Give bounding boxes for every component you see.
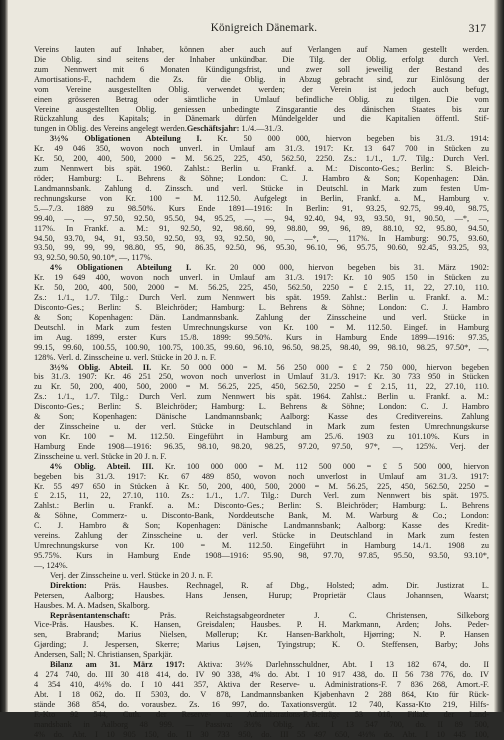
text-line	[34, 85, 489, 95]
line-text: £ 2.15, 11, 22, 27.10, 110. Zs.: 1./1., 1./7. Tilg.: Durch Verl. zum Nennwert bis spät. 1975.	[34, 491, 489, 501]
text-line	[34, 680, 489, 690]
line-text: einen grösseren Betrag oder sämtliche in Umlauf befindliche Oblig. zu tilgen. Die vom	[34, 94, 489, 104]
line-text: Disconto-Ges.; Berlin: S. Bleichröder; Hamburg: L. Behrens & Söhne; London: C. J. Hambro	[34, 402, 489, 412]
line-text: Deutschl. in Mark zum festen Umrechnungskurse von Kr. 100 = M. 112.50. Eingef. in Hamburg	[34, 322, 489, 332]
text-line	[34, 154, 489, 164]
text-line	[34, 65, 489, 75]
line-text: Abt. I 18 062, do. II 5303, do. V 878, Landmannsbanken Kjøbenhavn 2 288 864, Kto für Rück-	[34, 689, 489, 699]
line-text: 1./4.—31./3.	[239, 124, 284, 134]
line-text: 99.40, —, —, 97.50, 92.50, 95.50, 94, 95.25, —, —, 94, 92.40, 94, 93, 93.50, 91, 90.50, —*, —,	[34, 213, 489, 223]
text-line	[34, 521, 489, 531]
line-text: 93, 92.50, 90.50, 90.10*, —, 117%.	[34, 253, 153, 263]
line-text: 99.15, 99.60, 100.55, 100.90, 100.75, 100.35, 99.60, 96.10, 96.50, 98.25, 98.40, 99, 98.10, 98.25, 97.50*, —,	[34, 342, 489, 352]
line-text: Rückzahlung des Kapitals; in Dänemark dürfen Mündelgelder und die Kapitalien öffentl. Stif-	[34, 114, 489, 124]
text-line	[34, 611, 489, 621]
line-text: stände 368 854, do. vorausbez. Zs. 16 997, do. Taxationsvergüt. 12 740, Kassa-Kto 219, Hilfs-	[34, 699, 489, 709]
line-text: zu Kr. 50, 200, 400, 500, 2000 = M. 56.25, 225, 450, 562.50, 2250 = £ 2.15, 11, 22, 27.10, 110.	[34, 382, 489, 392]
text-line	[34, 75, 489, 85]
text-line	[34, 372, 489, 382]
text-line	[34, 184, 489, 194]
text-line	[34, 214, 489, 224]
text-line	[34, 114, 489, 124]
text-line	[34, 323, 489, 333]
text-line	[34, 491, 489, 501]
line-text: Zahlst.: Berlin u. Frankf. a. M.: Disconto-Ges.; Berlin: S. Bleichröder; Hamburg: L. Behrens	[34, 501, 489, 511]
line-text: Kr. 19 649 400, wovon noch unverl. in Umlauf am 31./3. 1917: Kr. 10 905 150 in Stücken zu	[34, 273, 489, 283]
text-line	[34, 313, 489, 323]
text-line	[34, 422, 489, 432]
text-line	[34, 452, 489, 462]
line-text: Präs. Hausbes. Rechnagel, R. af Dbg., Holsted; adm. Dir. Justizrat L.	[86, 580, 489, 590]
text-line	[34, 472, 489, 482]
text-line	[34, 164, 489, 174]
text-line	[34, 45, 489, 55]
text-line	[34, 650, 489, 660]
section-heading: Direktion:	[50, 580, 87, 590]
text-line	[34, 462, 489, 472]
text-line	[34, 531, 489, 541]
text-line	[34, 204, 489, 214]
text-line	[34, 363, 489, 373]
text-line	[34, 144, 489, 154]
text-line	[34, 343, 489, 353]
text-line	[34, 353, 489, 363]
text-line	[34, 720, 489, 730]
text-line	[34, 630, 489, 640]
line-text: zum Nennwert mit 6 Monaten Kündigungsfrist, und zwer soll jeweilig der Bestand des	[34, 64, 489, 74]
text-line	[34, 640, 489, 650]
text-line	[34, 303, 489, 313]
text-line	[34, 253, 489, 263]
line-text: Andersen, Sall; N. Christiansen, Sparkjär.	[34, 650, 173, 660]
text-line	[34, 511, 489, 521]
line-text: Kr. 49 046 350, wovon noch unverl. in Umlauf am 31./3. 1917: Kr. 13 647 700 in Stücken zu	[34, 144, 489, 154]
section-heading: 4% Oblig. Abteil. III.	[50, 461, 154, 471]
line-text: begeben bis 31./3. 1917: Kr. 67 489 850, wovon noch unverlost in Umlauf am 31./3. 1917:	[34, 471, 489, 481]
line-text: vom Vereine ausgestellten Oblig. verwendet werden; der Verein ist jedoch auch befugt,	[34, 84, 489, 94]
text-line	[34, 382, 489, 392]
right-page-edge	[494, 0, 504, 712]
text-line	[34, 105, 489, 115]
line-text: Disconto-Ges.; Berlin: S. Bleichröder; Hamburg: L. Behrens & Söhne; London: C. J. Hambro	[34, 302, 489, 312]
section-heading: 3½% Oblig. Abteil. II.	[50, 362, 152, 372]
line-text: Zinsscheine u. verl. Stücke in 20 J. n. F.	[34, 451, 167, 461]
section-heading: 4% Obligationen Abteilung I.	[50, 263, 192, 273]
text-line	[34, 283, 489, 293]
text-line	[34, 670, 489, 680]
line-text: Die Oblig. sind seitens der Inhaber unkündbar. Die Tilg. der Oblig. erfolgt durch Verl.	[34, 54, 489, 64]
page-number: 317	[468, 22, 486, 35]
text-line	[34, 581, 489, 591]
line-text: C. J. Hambro & Son; Kopenhagen: Dänische Landmannsbank; Aalborg: Kasse des Kredit-	[34, 521, 489, 531]
line-text: Kr. 50, 200, 400, 500, 2000 = M. 56.25, 225, 450, 562.50, 2250. Zs.: 1./1., 1./7. Tilg.: Durch Verl.	[34, 154, 489, 164]
line-text: Petersen, Aalborg; Hausbes. Hans Jensen, Hurup; Proprietär Claus Johannsen, Waarst;	[34, 590, 489, 600]
text-line	[34, 263, 489, 273]
line-text: Vice-Präs. Hausbes. K. Hansen, Greisdalen; Hausbes. P. H. Markmann, Arden; Johs. Peder-	[34, 620, 489, 630]
line-text: zum Nennwert bis spät. 1960. Zahlst.: Berlin u. Frankf. a. M.: Disconto-Ges.; Berlin: S. Bleich-	[34, 164, 489, 174]
line-text: mandsbank in Aalborg 48 999. — Passiva: 3½% Oblig. Abt. I 13 547 700, do. II 89 500,	[34, 719, 489, 729]
line-text: & Son; Kopenhagen: Dänische Landmannsbank; Aalborg: Kasse des Creditvereins. Zahlung	[34, 412, 489, 422]
text-line	[34, 620, 489, 630]
text-line	[34, 273, 489, 283]
line-text: Aktiva: 3½% Darlehnsschuldner, Abt. I 13 182 674, do. II	[184, 660, 489, 670]
text-line	[34, 660, 489, 670]
line-text: Gjørding; J. Jespersen, Skerre; Marius Løjsen, Tyingstrup; K. O. Steffensen, Barby; Johs	[34, 640, 489, 650]
left-page-edge	[0, 0, 8, 712]
line-text: 93.50, 99, 99, 99, 98.80, 95, 90, 86.35, 92.50, 96, 95.30, 96.10, 96, 95.75, 90.60, 92.45, 93.25, 93,	[34, 243, 489, 253]
text-line	[34, 174, 489, 184]
text-line	[34, 601, 489, 611]
line-text: F.-Kto 92 544, Cuth. der Reserve- u. Administrations-F.-Beiträge 53 018, Filiale der Land-	[34, 709, 489, 719]
body-text	[34, 45, 490, 739]
line-text: Zs.: 1./1., 1./7. Tilg.: Durch Verl. zum Nennwert bis spät. 1959. Zahlst.: Berlin u. Frankf. a. M.:	[34, 293, 489, 303]
text-line	[34, 55, 489, 65]
text-line	[34, 561, 489, 571]
line-text: röder; Hamburg: L. Behrens & Söhne; London: C. J. Hambro & Son; Kopenhagen: Dän.	[34, 173, 489, 183]
text-line	[34, 551, 489, 561]
line-text: Kr. 100 000 000 = M. 112 500 000 = £ 5 500 000, hiervon	[153, 461, 490, 471]
line-text: Kr. 50, 200, 400, 500, 2000 = M. 56.25, 225, 450, 562.50, 2250 = £ 2.15, 11, 22, 27.10, 110.	[34, 283, 489, 293]
text-line	[34, 541, 489, 551]
line-text: & Son; Kopenhagen: Dän. Landmannsbank. Zahlung der Zinsscheine und verl. Stücke in	[34, 312, 489, 322]
line-text: Präs. Reichstagsabgeordneter J. C. Christensen, Silkeborg	[130, 610, 489, 620]
line-text: & Söhne, Commerz- u. Disconto-Bank, Norddeutsche Bank, M. M. Warburg & Co.; London:	[34, 511, 489, 521]
line-text: 95.75%. Kurs in Hamburg Ende 1908—1916: 95.90, 98, 97.70, 97.85, 95.50, 93.50, 93.10*,	[34, 551, 489, 561]
line-text: 128%. Verl. d. Zinsscheine u. verl. Stücke in 20 J. n. F.	[34, 352, 216, 362]
section-heading: Bilanz am 31. März 1917:	[50, 660, 185, 670]
text-line	[34, 124, 489, 134]
text-line	[34, 710, 489, 720]
text-line	[34, 234, 489, 244]
line-text: Kr. 20 000 000, hiervon begeben bis 31. März 1902:	[191, 263, 490, 273]
text-line	[34, 690, 489, 700]
line-text: Hausbes. M. A. Madsen, Skalborg.	[34, 600, 150, 610]
line-text: von Kr. 100 = M. 112.50. Eingeführt in Hamburg am 25./6. 1903 zu 101.10%. Kurs in	[34, 431, 489, 441]
text-line	[34, 224, 489, 234]
line-text: Umrechnungskurse von Kr. 100 = M. 112.50. Eingeführt in Hamburg 14./1. 1908 zu	[34, 541, 489, 551]
line-text: bis 31./3. 1907: Kr. 46 251 250, wovon noch unverlost in Umlauf 31./3. 1917: Kr. 30 733 950 in Stücken	[34, 372, 489, 382]
line-text: 4% do. Abt. I 10 905 150, do. II 30 733 950, do. III 55 497 650, 4½% do. Abt. I 10 445 100,	[34, 729, 489, 739]
text-line	[34, 333, 489, 343]
text-line	[34, 700, 489, 710]
page-title: Königreich Dänemark.	[210, 22, 318, 34]
text-line	[34, 243, 489, 253]
line-text: der Zinsscheine u. der verl. Stücke in Deutschland in Mark zum festen Umrechnungskurse	[34, 422, 489, 432]
line-text: im Aug. 1899, erster Kurs 15./8. 1899: 99.50%. Kurs in Hamburg Ende 1899—1916: 97.35,	[34, 332, 489, 342]
line-text: Vereins lauten auf Inhaber, können aber auch auf Verlangen auf Namen gestellt werden.	[34, 45, 489, 54]
line-text: Kr. 50 000 000 = M. 56 250 000 = £ 2 750 000, hiervon begeben	[151, 362, 489, 372]
running-header	[40, 22, 488, 40]
line-text: 4 354 410, 4½% do. I 10 441 357, Aktiva der Reserve- u. Administrations-F. 7 836 268, Amort.-F.	[34, 680, 489, 689]
text-line	[34, 482, 489, 492]
line-text: Zs.: 1./1., 1./7. Tilg.: Durch Verl. zum Nennwert bis spät. 1964. Zahlst.: Berlin u. Frankf. a. M.:	[34, 392, 489, 402]
text-line	[34, 730, 489, 740]
line-text: 117%. In Frankf. a. M.: 91, 92.50, 92, 98.60, 99, 98.80, 99, 96, 89, 88.10, 92, 95.80, 94.50,	[34, 223, 489, 233]
section-heading: Geschäftsjahr:	[186, 124, 240, 134]
section-heading: Repräsentantenschaft:	[50, 610, 131, 620]
text-line	[34, 412, 489, 422]
section-heading: 3½% Obligationen Abteilung I.	[50, 134, 202, 144]
text-line	[34, 134, 489, 144]
line-text: tungen in Oblig. des Vereins angelegt werden.	[34, 124, 187, 134]
line-text: Hamburg Ende 1908—1916: 96.35, 98.10, 98.20, 98.25, 97.20, 97.50, 97*, —, 125%. Verj. der	[34, 441, 489, 451]
line-text: 94.50, 93.70, 94, 91, 93.50, 92.50, 93, 93, 92.50, 90, —, —*, —, 117%. In Hamburg: 90.75, 93.60,	[34, 233, 489, 243]
text-line	[34, 432, 489, 442]
text-line	[34, 402, 489, 412]
line-text: Landmannsbank. Zahlung d. Zinssch. und verl. Stücke in Deutschl. in Mark zum festen Um-	[34, 183, 489, 193]
text-line	[34, 571, 489, 581]
line-text: —, 124%.	[34, 560, 68, 570]
line-text: Kr. 50 000 000, hiervon begeben bis 31./3. 1914:	[201, 134, 489, 144]
text-line	[34, 194, 489, 204]
line-text: Verj. der Zinsscheine u. verl. Stücke in 20 J. n. F.	[50, 570, 213, 580]
text-line	[34, 442, 489, 452]
line-text: 4 274 740, do. III 30 418 414, do. IV 90 338, 4% do. Abt. I 10 917 438, do. II 56 738 776, do. IV	[34, 670, 489, 680]
text-line	[34, 591, 489, 601]
line-text: vereins. Zahlung der Zinsscheine u. der verl. Stücke in Deutschland in Mark zum festen	[34, 531, 489, 541]
text-line	[34, 95, 489, 105]
line-text: Amortisations-F., nachdem die Zs. für die Oblig. in Abzug gebracht sind, zur Einlösung der	[34, 74, 489, 84]
line-text: Kr. 55 497 650 in Stücken à Kr. 50, 200, 400, 500, 2000 = M. 56.25, 225, 450, 562.50, 2250 =	[34, 481, 489, 491]
text-line	[34, 293, 489, 303]
line-text: 5.—7./3. 1889 zu 98.50%. Kurs Ende 1891—1916: In Berlin: 91, 93.25, 92.75, 99.40, 98.75,	[34, 203, 489, 213]
text-line	[34, 501, 489, 511]
text-line	[34, 392, 489, 402]
line-text: sen, Brabrand; Marius Nielsen, Møllerup; Kr. Hansen-Barkholt, Hjørring; N. P. Hansen	[34, 630, 489, 640]
line-text: Vereine ausgestellten Oblig. geniessen unbedingte Zinsgarantie des dänischen Staates bis zur	[34, 104, 489, 114]
line-text: rechnungskurse von Kr. 100 = M. 112.50. Aufgelegt in Berlin, Frankf. a. M., Hamburg v.	[34, 193, 489, 203]
